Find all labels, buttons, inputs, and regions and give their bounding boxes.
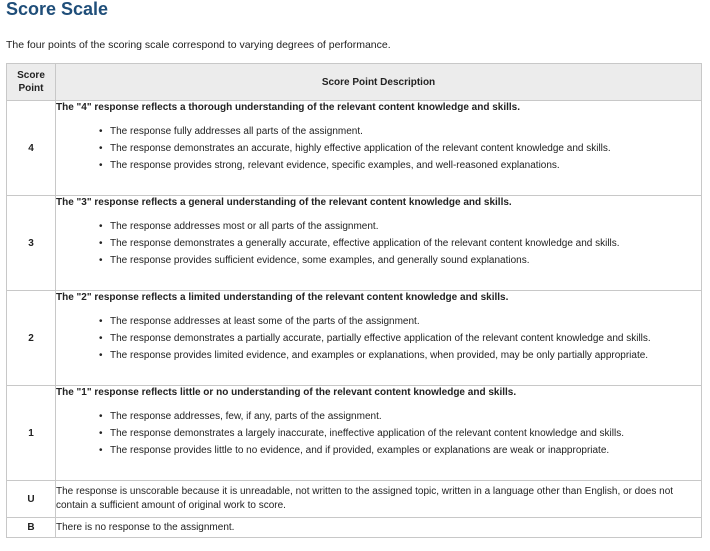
criteria-text: The response addresses, few, if any, parts of the assignment. [110, 411, 382, 422]
score-summary: The "2" response reflects a limited understanding of the relevant content knowledge and skills. [56, 292, 509, 303]
bullet-icon: • [99, 221, 103, 232]
score-summary: The "3" response reflects a general understanding of the relevant content knowledge and skills. [56, 197, 512, 208]
criteria-text: The response addresses at least some of the parts of the assignment. [110, 316, 420, 327]
table-row-score-4 [7, 101, 702, 196]
score-point-cell: 4 [7, 101, 56, 196]
criteria-item [99, 140, 701, 157]
bullet-icon: • [99, 143, 103, 154]
score-description-cell [56, 291, 702, 386]
criteria-item [99, 330, 701, 347]
criteria-text: The response demonstrates a generally accurate, effective application of the relevant content knowledge and skills. [110, 238, 620, 249]
table-row-score-3 [7, 196, 702, 291]
criteria-text: The response addresses most or all parts of the assignment. [110, 221, 379, 232]
bullet-icon: • [99, 316, 103, 327]
criteria-text: The response demonstrates an accurate, highly effective application of the relevant content knowledge and skills. [110, 143, 611, 154]
bullet-icon: • [99, 160, 103, 171]
criteria-item [99, 218, 701, 235]
score-description-cell [56, 196, 702, 291]
criteria-text: The response provides little to no evidence, and if provided, examples or explanations are weak or inappropriate. [110, 445, 610, 456]
score-description-cell: The response is unscorable because it is unreadable, not written to the assigned topic, written in a language other than English, or does not contain a sufficient amount of original work to score. [56, 481, 702, 518]
score-summary: The "4" response reflects a thorough understanding of the relevant content knowledge and skills. [56, 102, 521, 113]
criteria-text: The response provides strong, relevant evidence, specific examples, and well-reasoned explanations. [110, 160, 560, 171]
bullet-icon: • [99, 255, 103, 266]
table-row-score-2 [7, 291, 702, 386]
bullet-icon: • [99, 411, 103, 422]
criteria-list [56, 123, 701, 174]
criteria-item [99, 442, 701, 459]
bullet-icon: • [99, 333, 103, 344]
criteria-item [99, 123, 701, 140]
criteria-text: The response provides limited evidence, and examples or explanations, when provided, may be only partially appropriate. [110, 350, 649, 361]
score-point-cell: 1 [7, 386, 56, 481]
score-point-cell: B [7, 518, 56, 538]
criteria-item [99, 347, 701, 364]
criteria-list [56, 408, 701, 459]
bullet-icon: • [99, 428, 103, 439]
criteria-list [56, 218, 701, 269]
criteria-list [56, 313, 701, 364]
bullet-icon: • [99, 350, 103, 361]
intro-text: The four points of the scoring scale correspond to varying degrees of performance. [6, 39, 391, 51]
criteria-text: The response demonstrates a partially accurate, partially effective application of the relevant content knowledge and skills. [110, 333, 651, 344]
criteria-item [99, 408, 701, 425]
score-description-cell [56, 386, 702, 481]
table-row-score-b [7, 518, 702, 538]
score-point-cell: 3 [7, 196, 56, 291]
score-scale-table [6, 63, 702, 538]
criteria-item [99, 252, 701, 269]
criteria-item [99, 313, 701, 330]
table-row-score-1 [7, 386, 702, 481]
score-description-cell [56, 101, 702, 196]
page-title: Score Scale [6, 0, 109, 19]
score-point-cell: U [7, 481, 56, 518]
table-header-row [7, 64, 702, 101]
score-point-cell: 2 [7, 291, 56, 386]
bullet-icon: • [99, 238, 103, 249]
column-header-description: Score Point Description [56, 64, 702, 101]
criteria-item [99, 157, 701, 174]
score-description-cell: There is no response to the assignment. [56, 518, 702, 538]
column-header-score-point: Score Point [7, 64, 56, 101]
criteria-text: The response fully addresses all parts of the assignment. [110, 126, 363, 137]
criteria-item [99, 235, 701, 252]
criteria-text: The response provides sufficient evidence, some examples, and generally sound explanations. [110, 255, 530, 266]
bullet-icon: • [99, 445, 103, 456]
criteria-text: The response demonstrates a largely inaccurate, ineffective application of the relevant content knowledge and skills. [110, 428, 625, 439]
score-summary: The "1" response reflects little or no understanding of the relevant content knowledge and skills. [56, 387, 517, 398]
table-row-score-u [7, 481, 702, 518]
criteria-item [99, 425, 701, 442]
bullet-icon: • [99, 126, 103, 137]
